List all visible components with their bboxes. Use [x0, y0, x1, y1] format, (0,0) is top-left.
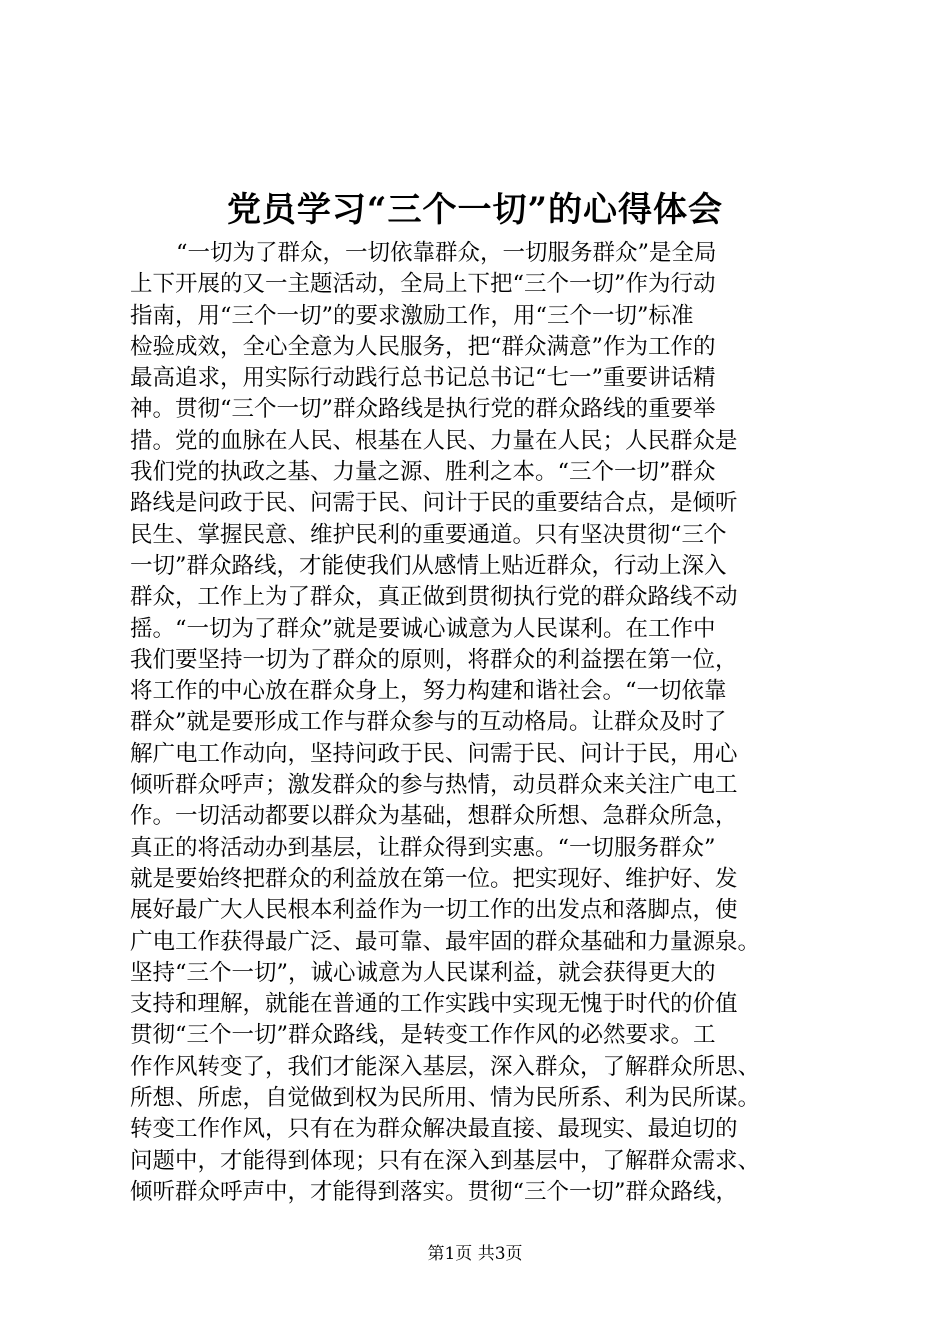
body-line: 倾听群众呼声中，才能得到落实。贯彻“三个一切”群众路线， — [130, 1178, 739, 1205]
body-line: 支持和理解，就能在普通的工作实践中实现无愧于时代的价值 — [130, 991, 738, 1018]
body-line: 将工作的中心放在群众身上，努力构建和谐社会。“一切依靠 — [130, 678, 727, 705]
body-line: 措。党的血脉在人民、根基在人民、力量在人民；人民群众是 — [130, 427, 738, 454]
body-line: 坚持“三个一切”，诚心诚意为人民谋利益，就会获得更大的 — [130, 959, 716, 986]
body-line: “一切为了群众，一切依靠群众，一切服务群众”是全局 — [176, 240, 717, 266]
body-line: 所想、所虑，自觉做到权为民所用、情为民所系、利为民所谋。 — [130, 1085, 761, 1112]
body-line: 转变工作作风，只有在为群众解决最直接、最现实、最迫切的 — [130, 1116, 738, 1143]
body-line: 检验成效，全心全意为人民服务，把“群众满意”作为工作的 — [130, 333, 716, 360]
body-line: 群众”就是要形成工作与群众参与的互动格局。让群众及时了 — [130, 709, 727, 736]
body-line: 解广电工作动向，坚持问政于民、问需于民、问计于民，用心 — [130, 740, 738, 767]
body-line: 作。一切活动都要以群众为基础，想群众所想、急群众所急， — [130, 803, 738, 830]
page-footer: 第1页 共3页 — [427, 1244, 523, 1264]
body-line: 最高追求，用实际行动践行总书记总书记“七一”重要讲话精 — [130, 365, 716, 392]
body-line: 就是要始终把群众的利益放在第一位。把实现好、维护好、发 — [130, 865, 738, 892]
body-line: 展好最广大人民根本利益作为一切工作的出发点和落脚点，使 — [130, 897, 738, 924]
body-line: 倾听群众呼声；激发群众的参与热情，动员群众来关注广电工 — [130, 772, 738, 799]
body-line: 贯彻“三个一切”群众路线，是转变工作作风的必然要求。工 — [130, 1022, 716, 1049]
body-line: 路线是问政于民、问需于民、问计于民的重要结合点，是倾听 — [130, 490, 738, 517]
document-body — [130, 238, 830, 1208]
body-line: 摇。“一切为了群众”就是要诚心诚意为人民谋利。在工作中 — [130, 615, 716, 642]
body-line: 作作风转变了，我们才能深入基层，深入群众，了解群众所思、 — [130, 1053, 761, 1080]
document-title: 党员学习“三个一切”的心得体会 — [226, 190, 724, 230]
body-line: 上下开展的又一主题活动，全局上下把“三个一切”作为行动 — [130, 271, 716, 298]
body-line: 问题中，才能得到体现；只有在深入到基层中，了解群众需求、 — [130, 1147, 761, 1174]
body-line: 民生、掌握民意、维护民利的重要通道。只有坚决贯彻“三个 — [130, 521, 727, 548]
body-line: 一切”群众路线，才能使我们从感情上贴近群众，行动上深入 — [130, 552, 727, 579]
body-line: 我们要坚持一切为了群众的原则，将群众的利益摆在第一位， — [130, 646, 738, 673]
body-line: 真正的将活动办到基层，让群众得到实惠。“一切服务群众” — [130, 834, 716, 861]
body-line: 群众，工作上为了群众，真正做到贯彻执行党的群众路线不动 — [130, 584, 738, 611]
body-line: 我们党的执政之基、力量之源、胜利之本。“三个一切”群众 — [130, 459, 716, 486]
body-line: 神。贯彻“三个一切”群众路线是执行党的群众路线的重要举 — [130, 396, 716, 423]
body-line: 广电工作获得最广泛、最可靠、最牢固的群众基础和力量源泉。 — [130, 928, 761, 955]
body-line: 指南，用“三个一切”的要求激励工作，用“三个一切”标准 — [130, 302, 694, 329]
